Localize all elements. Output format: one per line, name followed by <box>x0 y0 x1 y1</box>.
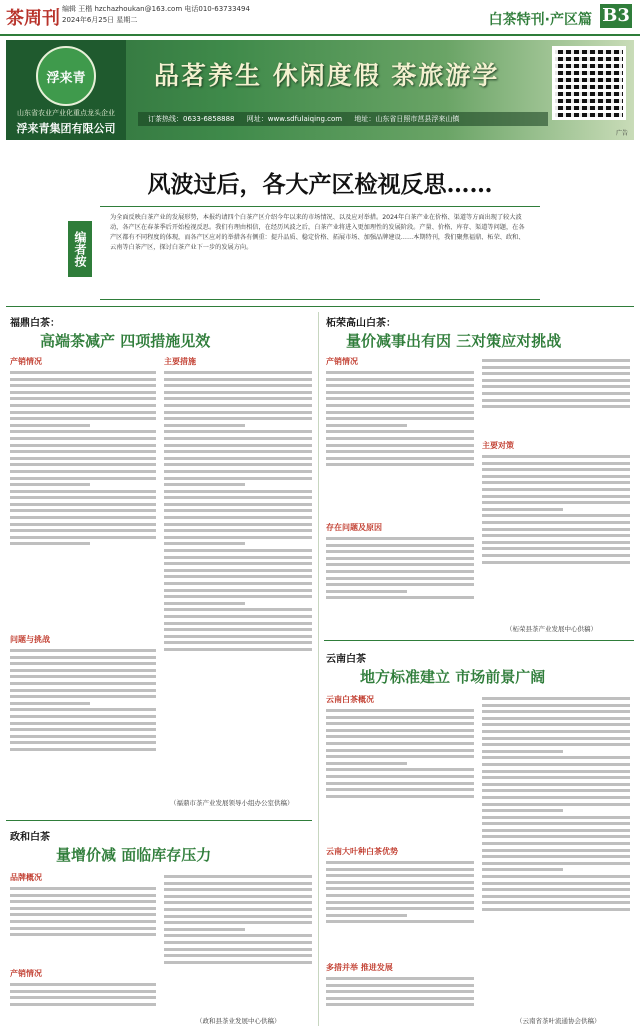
text-line <box>164 608 312 611</box>
text-line <box>164 483 245 486</box>
text-line <box>164 516 312 519</box>
text-line <box>10 996 156 999</box>
text-line <box>164 509 312 512</box>
text-line <box>482 704 630 707</box>
ad-banner <box>6 40 634 140</box>
text-line <box>10 675 156 678</box>
text-line <box>326 709 474 712</box>
text-line <box>326 457 474 460</box>
text-line <box>164 622 312 625</box>
text-line <box>164 496 312 499</box>
text-line <box>10 920 156 923</box>
text-line <box>10 509 156 512</box>
text-line <box>326 729 474 732</box>
zhenghe-region: 政和白茶 <box>10 832 50 843</box>
text-line <box>164 457 312 460</box>
text-line <box>164 562 312 565</box>
yunnan-body-text-1 <box>326 706 474 842</box>
text-line <box>326 544 474 547</box>
section-title: 白茶特刊·产区篇 <box>488 12 592 28</box>
text-line <box>164 648 312 651</box>
text-line <box>482 783 630 786</box>
newspaper-logo: 茶周刊 <box>6 8 60 29</box>
zherong-body-text-1 <box>326 368 474 518</box>
text-line <box>482 789 630 792</box>
text-line <box>326 570 474 573</box>
text-line <box>326 590 407 593</box>
text-line <box>10 444 156 447</box>
text-line <box>326 997 474 1000</box>
text-line <box>10 695 156 698</box>
text-line <box>326 577 474 580</box>
text-line <box>326 378 474 381</box>
text-line <box>164 915 312 918</box>
text-line <box>482 392 630 395</box>
text-line <box>10 741 156 744</box>
fuding-body-text-3 <box>164 368 312 788</box>
section-divider-right <box>324 640 634 641</box>
text-line <box>482 888 630 891</box>
ad-contact-bar <box>138 112 548 126</box>
text-line <box>482 514 630 517</box>
ad-tag: 广告 <box>615 130 628 137</box>
fuding-credit: （福鼎市茶产业发展领导小组办公室供稿） <box>170 799 294 807</box>
text-line <box>326 894 474 897</box>
text-line <box>164 424 245 427</box>
ad-hotline: 订茶热线：0633-6858888 <box>148 115 235 123</box>
text-line <box>164 477 312 480</box>
text-line <box>482 822 630 825</box>
text-line <box>326 404 474 407</box>
text-line <box>164 921 312 924</box>
ad-address: 地址：山东省日照市莒县浮来山镇 <box>354 115 460 123</box>
text-line <box>482 399 630 402</box>
text-line <box>164 397 312 400</box>
text-line <box>164 602 245 605</box>
text-line <box>10 417 156 420</box>
text-line <box>326 716 474 719</box>
text-line <box>164 536 312 539</box>
text-line <box>326 444 474 447</box>
text-line <box>164 430 312 433</box>
text-line <box>326 557 474 560</box>
editor-note <box>73 206 540 300</box>
section-divider-left <box>6 820 312 821</box>
zherong-sub-sales: 产销情况 <box>326 357 358 366</box>
text-line <box>482 835 630 838</box>
text-line <box>10 424 90 427</box>
text-line <box>326 775 474 778</box>
zhenghe-body-text-3 <box>164 872 312 1010</box>
text-line <box>10 404 156 407</box>
text-line <box>164 615 312 618</box>
text-line <box>482 385 630 388</box>
text-line <box>164 529 312 532</box>
text-line <box>164 556 312 559</box>
zherong-sub-problems: 存在问题及原因 <box>326 523 382 532</box>
text-line <box>164 895 312 898</box>
text-line <box>326 907 474 910</box>
enterprise-note: 山东省农业产业化重点龙头企业 <box>17 109 115 117</box>
text-line <box>10 656 156 659</box>
text-line <box>326 861 474 864</box>
text-line <box>10 542 90 545</box>
text-line <box>10 907 156 910</box>
text-line <box>482 717 630 720</box>
text-line <box>164 888 312 891</box>
text-line <box>10 463 156 466</box>
text-line <box>326 742 474 745</box>
text-line <box>326 735 474 738</box>
text-line <box>10 516 156 519</box>
editor-line: 编辑 王楷 hzchazhoukan@163.com 电话010-63733494 <box>62 5 250 13</box>
text-line <box>164 954 312 957</box>
text-line <box>10 748 156 751</box>
page-headline: 风波过后，各大产区检视反思…… <box>147 171 493 198</box>
text-line <box>164 628 312 631</box>
zhenghe-sub-sales: 产销情况 <box>10 969 42 978</box>
text-line <box>10 391 156 394</box>
text-line <box>164 549 312 552</box>
text-line <box>482 481 630 484</box>
editor-note-text: 为全面反映白茶产业的发展形势，本报约请四个白茶产区介绍今年以来的市场情况、以及应对举措。2024年白茶产业在价格、渠道等方面出现了较大波动，各产区在春茶季后开始检视反思。我们有理由相信，在经历风波之后，白茶产业将进入更加理性的发展阶段。产量、价格、库存、渠道等问题，在各产区都有不同程度的体现，而各产区应对的举措各有侧重：提升品质、稳定价格、拓展市场、加强品牌建设……本期特刊，我们聚焦福鼎、柘荣、政和、云南等白茶产区，探讨白茶产业下一步的发展方向。 <box>110 214 525 251</box>
text-line <box>326 430 474 433</box>
company-name: 浮来青集团有限公司 <box>16 122 116 135</box>
zherong-credit: （柘荣县茶产业发展中心供稿） <box>506 625 597 633</box>
fuding-body-text-1 <box>10 368 156 630</box>
text-line <box>326 749 474 752</box>
text-line <box>326 596 474 599</box>
text-line <box>326 722 474 725</box>
yunnan-title: 地方标准建立 市场前景广阔 <box>360 668 546 686</box>
text-line <box>482 849 630 852</box>
text-line <box>326 788 474 791</box>
text-line <box>482 875 630 878</box>
text-line <box>10 384 156 387</box>
text-line <box>326 537 474 540</box>
text-line <box>10 728 156 731</box>
text-line <box>482 723 630 726</box>
text-line <box>10 662 156 665</box>
text-line <box>326 795 474 798</box>
text-line <box>482 508 563 511</box>
text-line <box>482 816 630 819</box>
text-line <box>482 366 630 369</box>
text-line <box>164 928 245 931</box>
zherong-region: 柘荣高山白茶： <box>326 318 396 329</box>
text-line <box>164 371 312 374</box>
brand-logo: 浮来青 <box>36 46 96 106</box>
text-line <box>482 528 630 531</box>
text-line <box>482 534 630 537</box>
text-line <box>326 755 474 758</box>
text-line <box>10 983 156 986</box>
text-line <box>164 901 312 904</box>
zhenghe-body-text-2 <box>10 980 156 1026</box>
text-line <box>482 462 630 465</box>
text-line <box>164 384 312 387</box>
text-line <box>482 908 630 911</box>
text-line <box>10 682 156 685</box>
text-line <box>10 735 156 738</box>
text-line <box>164 490 312 493</box>
text-line <box>10 990 156 993</box>
text-line <box>164 404 312 407</box>
text-line <box>482 455 630 458</box>
text-line <box>482 868 563 871</box>
text-line <box>10 708 156 711</box>
text-line <box>326 762 407 765</box>
text-line <box>164 378 312 381</box>
qr-code-icon <box>552 46 626 120</box>
text-line <box>10 894 156 897</box>
text-line <box>164 641 312 644</box>
editor-note-badge: 编者按 <box>68 221 92 277</box>
text-line <box>326 583 474 586</box>
text-line <box>10 722 156 725</box>
text-line <box>482 855 630 858</box>
text-line <box>164 523 312 526</box>
text-line <box>482 405 630 408</box>
text-line <box>482 776 630 779</box>
text-line <box>326 437 474 440</box>
text-line <box>326 411 474 414</box>
text-line <box>482 763 630 766</box>
zhenghe-sub-brand: 品牌概况 <box>10 873 42 882</box>
text-line <box>164 948 312 951</box>
text-line <box>164 444 312 447</box>
text-line <box>482 372 630 375</box>
text-line <box>164 941 312 944</box>
fuding-sub-problems: 问题与挑战 <box>10 635 50 644</box>
text-line <box>326 881 474 884</box>
fuding-sub-sales: 产销情况 <box>10 357 42 366</box>
text-line <box>326 768 474 771</box>
text-line <box>10 702 90 705</box>
text-line <box>164 569 312 572</box>
text-line <box>326 550 474 553</box>
text-line <box>10 536 156 539</box>
yunnan-sub-overview: 云南白茶概况 <box>326 695 374 704</box>
text-line <box>164 503 312 506</box>
text-line <box>10 450 156 453</box>
yunnan-credit: （云南省茶叶流通协会供稿） <box>516 1017 601 1025</box>
text-line <box>10 470 156 473</box>
ad-logo-panel <box>6 40 126 140</box>
text-line <box>10 371 156 374</box>
text-line <box>164 934 312 937</box>
text-line <box>482 561 630 564</box>
text-line <box>326 391 474 394</box>
text-line <box>482 475 630 478</box>
text-line <box>164 961 312 964</box>
zherong-sub-countermeasures: 主要对策 <box>482 441 514 450</box>
text-line <box>10 900 156 903</box>
text-line <box>10 689 156 692</box>
text-line <box>326 450 474 453</box>
date-line: 2024年6月25日 星期二 <box>62 16 138 24</box>
zhenghe-credit: （政和县茶业发展中心供稿） <box>196 1017 281 1025</box>
text-line <box>164 575 312 578</box>
text-line <box>482 697 630 700</box>
fuding-region: 福鼎白茶： <box>10 318 60 329</box>
text-line <box>482 730 630 733</box>
yunnan-region: 云南白茶 <box>326 654 366 665</box>
text-line <box>326 901 474 904</box>
text-line <box>482 359 630 362</box>
text-line <box>482 756 630 759</box>
text-line <box>326 920 474 923</box>
text-line <box>326 384 474 387</box>
text-line <box>10 483 90 486</box>
text-line <box>10 887 156 890</box>
text-line <box>482 862 630 865</box>
text-line <box>482 750 563 753</box>
text-line <box>10 477 156 480</box>
text-line <box>164 411 312 414</box>
text-line <box>164 391 312 394</box>
zherong-title: 量价减事出有因 三对策应对挑战 <box>346 332 562 350</box>
yunnan-sub-measures: 多措并举 推进发展 <box>326 963 393 972</box>
text-line <box>10 523 156 526</box>
text-line <box>10 437 156 440</box>
text-line <box>164 542 245 545</box>
text-line <box>10 378 156 381</box>
text-line <box>326 563 474 566</box>
text-line <box>326 463 474 466</box>
text-line <box>482 379 630 382</box>
text-line <box>482 770 630 773</box>
yunnan-body-text-4 <box>482 694 630 1012</box>
text-line <box>10 430 156 433</box>
text-line <box>482 882 630 885</box>
text-line <box>482 737 630 740</box>
text-line <box>164 470 312 473</box>
text-line <box>482 803 630 806</box>
text-line <box>164 463 312 466</box>
text-line <box>164 589 312 592</box>
zherong-body-text-4 <box>482 452 630 618</box>
text-line <box>10 927 156 930</box>
text-line <box>482 495 630 498</box>
text-line <box>164 437 312 440</box>
text-line <box>164 595 312 598</box>
ad-slogan: 品茗养生 休闲度假 茶旅游学 <box>154 61 500 90</box>
text-line <box>326 417 474 420</box>
text-line <box>326 977 474 980</box>
text-line <box>164 417 312 420</box>
text-line <box>10 649 156 652</box>
text-line <box>326 990 474 993</box>
text-line <box>10 411 156 414</box>
text-line <box>482 554 630 557</box>
fuding-body-text-2 <box>10 646 156 806</box>
text-line <box>326 887 474 890</box>
text-line <box>482 468 630 471</box>
text-line <box>482 541 630 544</box>
text-line <box>482 901 630 904</box>
text-line <box>10 913 156 916</box>
text-line <box>482 743 630 746</box>
text-line <box>326 424 407 427</box>
section-divider <box>6 306 634 307</box>
text-line <box>326 371 474 374</box>
text-line <box>326 874 474 877</box>
text-line <box>326 1003 474 1006</box>
text-line <box>482 895 630 898</box>
text-line <box>10 933 156 936</box>
text-line <box>10 457 156 460</box>
text-line <box>164 882 312 885</box>
text-line <box>10 490 156 493</box>
text-line <box>164 450 312 453</box>
zhenghe-title: 量增价减 面临库存压力 <box>56 846 212 864</box>
fuding-sub-measures: 主要措施 <box>164 357 196 366</box>
text-line <box>482 710 630 713</box>
text-line <box>10 496 156 499</box>
page-number: B3 <box>600 4 632 28</box>
yunnan-body-text-2 <box>326 858 474 958</box>
text-line <box>482 809 563 812</box>
text-line <box>482 501 630 504</box>
text-line <box>164 908 312 911</box>
ad-website: 网址：www.sdfulaiqing.com <box>246 115 343 123</box>
column-divider <box>318 312 319 1026</box>
text-line <box>326 397 474 400</box>
text-line <box>326 868 474 871</box>
text-line <box>482 547 630 550</box>
text-line <box>326 782 474 785</box>
zherong-body-text-3 <box>482 356 630 436</box>
text-line <box>482 829 630 832</box>
text-line <box>10 1003 156 1006</box>
text-line <box>482 842 630 845</box>
zhenghe-body-text-1 <box>10 884 156 964</box>
text-line <box>164 582 312 585</box>
text-line <box>482 488 630 491</box>
text-line <box>164 635 312 638</box>
masthead <box>0 0 640 36</box>
text-line <box>10 715 156 718</box>
text-line <box>10 669 156 672</box>
text-line <box>10 503 156 506</box>
text-line <box>10 397 156 400</box>
text-line <box>326 984 474 987</box>
text-line <box>326 914 407 917</box>
text-line <box>164 875 312 878</box>
zherong-body-text-2 <box>326 534 474 634</box>
text-line <box>482 521 630 524</box>
masthead-meta <box>62 4 250 26</box>
text-line <box>482 796 630 799</box>
yunnan-sub-advantages: 云南大叶种白茶优势 <box>326 847 398 856</box>
fuding-title: 高端茶减产 四项措施见效 <box>40 332 211 350</box>
text-line <box>10 529 156 532</box>
yunnan-body-text-3 <box>326 974 474 1024</box>
